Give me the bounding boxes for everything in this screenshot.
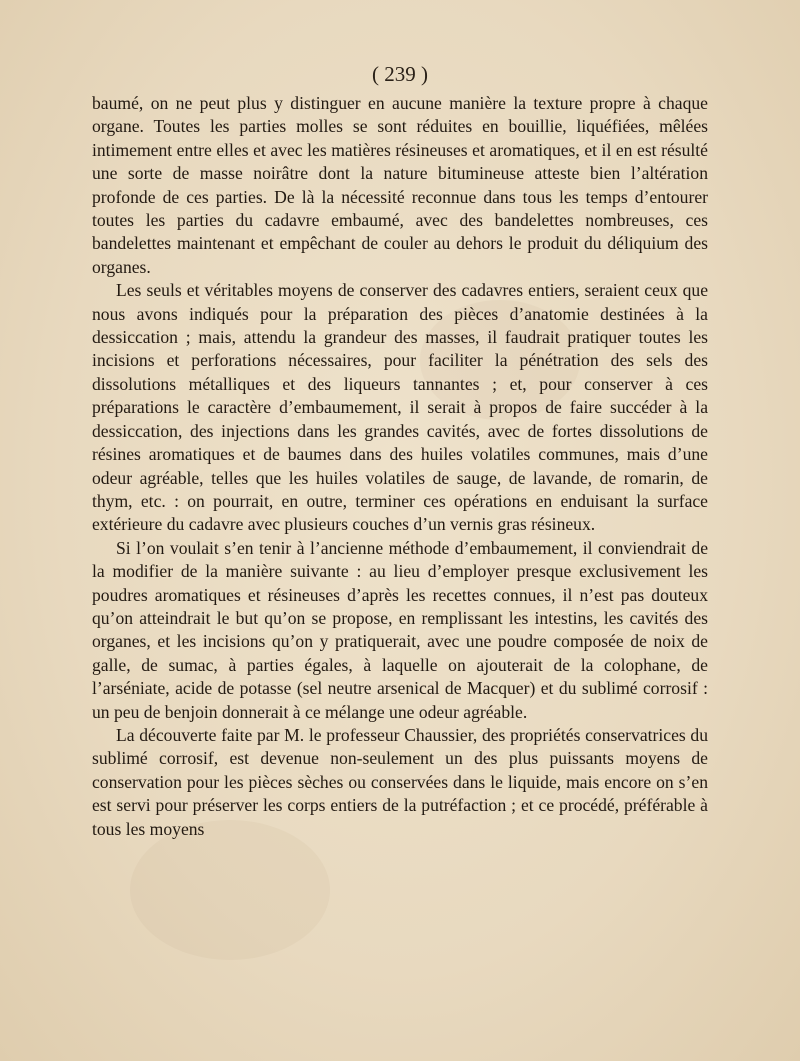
paragraph-continued: baumé, on ne peut plus y distinguer en aucune manière la texture propre à chaque organe. Toutes les parties molles se sont réduites en bouillie, liquéfiées, mêlées intimement entre elles et avec les matières résineuses et aromatiques, et il en est résulté une sorte de masse noirâtre dont la nature bitumineuse atteste bien l’altération profonde de ces parties. De là la nécessité reconnue dans tous les temps d’entourer toutes les parties du cadavre embaumé, avec des bandelettes nombreuses, ces bandelettes maintenant et empêchant de couler au dehors le produit du déliquium des organes.: [92, 93, 708, 277]
paper-stain: [130, 820, 330, 960]
body-text: [92, 92, 708, 841]
paragraph: La découverte faite par M. le professeur Chaussier, des propriétés conservatrices du sublimé corrosif, est devenue non-seulement un des plus puissants moyens de conservation pour les pièces sèches ou conservées dans le liquide, mais encore on s’en est servi pour préserver les corps entiers de la putréfaction ; et ce procédé, préférable à tous les moyens: [92, 724, 708, 839]
paragraph: Si l’on voulait s’en tenir à l’ancienne méthode d’embaumement, il conviendrait de la modifier de la manière suivante : au lieu d’employer presque exclusivement les poudres aromatiques et résineuses d’après les recettes connues, il n’est pas douteux qu’on atteindrait le but qu’on se propose, en remplissant les intestins, les cavités des organes, et les incisions qu’on y pratiquerait, avec une poudre composée de noix de galle, de sumac, à parties égales, à laquelle on ajouterait de la colophane, de l’arséniate, acide de potasse (sel neutre arsenical de Macquer) et du sublimé corrosif : un peu de benjoin donnerait à ce mélange une odeur agréable.: [92, 537, 708, 722]
page-number: ( 239 ): [372, 62, 428, 86]
paragraph: Les seuls et véritables moyens de conserver des cadavres entiers, seraient ceux que nous avons indiqués pour la préparation des pièces d’anatomie destinées à la dessiccation ; mais, attendu la grandeur des masses, il faudrait pratiquer toutes les incisions et perforations nécessaires, pour faciliter la pénétration des sels des dissolutions métalliques et des liqueurs tannantes ; et, pour conserver à ces préparations le caractère d’embaumement, il serait à propos de faire succéder à la dessiccation, des injections dans les grandes cavités, avec de fortes dissolutions de résines aromatiques et de baumes dans des huiles volatiles communes, mais d’une odeur agréable, telles que les huiles volatiles de sauge, de lavande, de romarin, de thym, etc. : on pourrait, en outre, terminer ces opérations en enduisant la surface extérieure du cadavre avec plusieurs couches d’un vernis gras résineux.: [92, 280, 708, 535]
